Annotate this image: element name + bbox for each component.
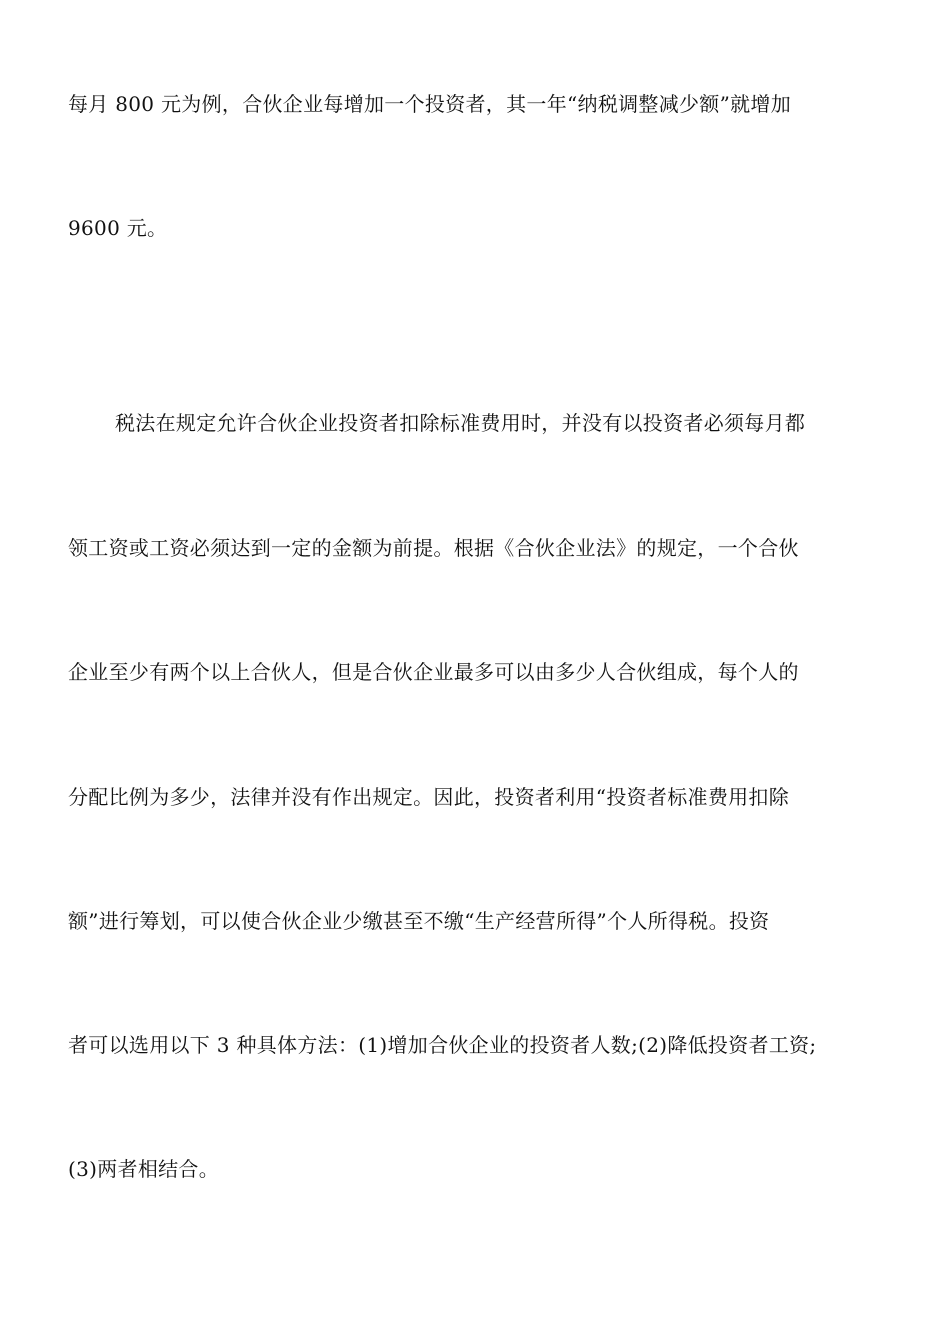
text-line: (3)两者相结合。: [68, 1157, 220, 1181]
text-line: 领工资或工资必须达到一定的金额为前提。根据《合伙企业法》的规定，一个合伙: [68, 536, 799, 560]
text-line: 9600 元。: [68, 216, 168, 240]
text-line: 者可以选用以下 3 种具体方法：(1)增加合伙企业的投资者人数;(2)降低投资者工资;: [68, 1033, 817, 1057]
text-line: 企业至少有两个以上合伙人，但是合伙企业最多可以由多少人合伙组成，每个人的: [68, 660, 799, 684]
text-line: 分配比例为多少，法律并没有作出规定。因此，投资者利用“投资者标准费用扣除: [68, 785, 790, 809]
text-line: 税法在规定允许合伙企业投资者扣除标准费用时，并没有以投资者必须每月都: [115, 411, 806, 435]
text-line: 每月 800 元为例，合伙企业每增加一个投资者，其一年“纳税调整减少额”就增加: [68, 92, 792, 116]
text-line: 额”进行筹划，可以使合伙企业少缴甚至不缴“生产经营所得”个人所得税。投资: [68, 909, 770, 933]
